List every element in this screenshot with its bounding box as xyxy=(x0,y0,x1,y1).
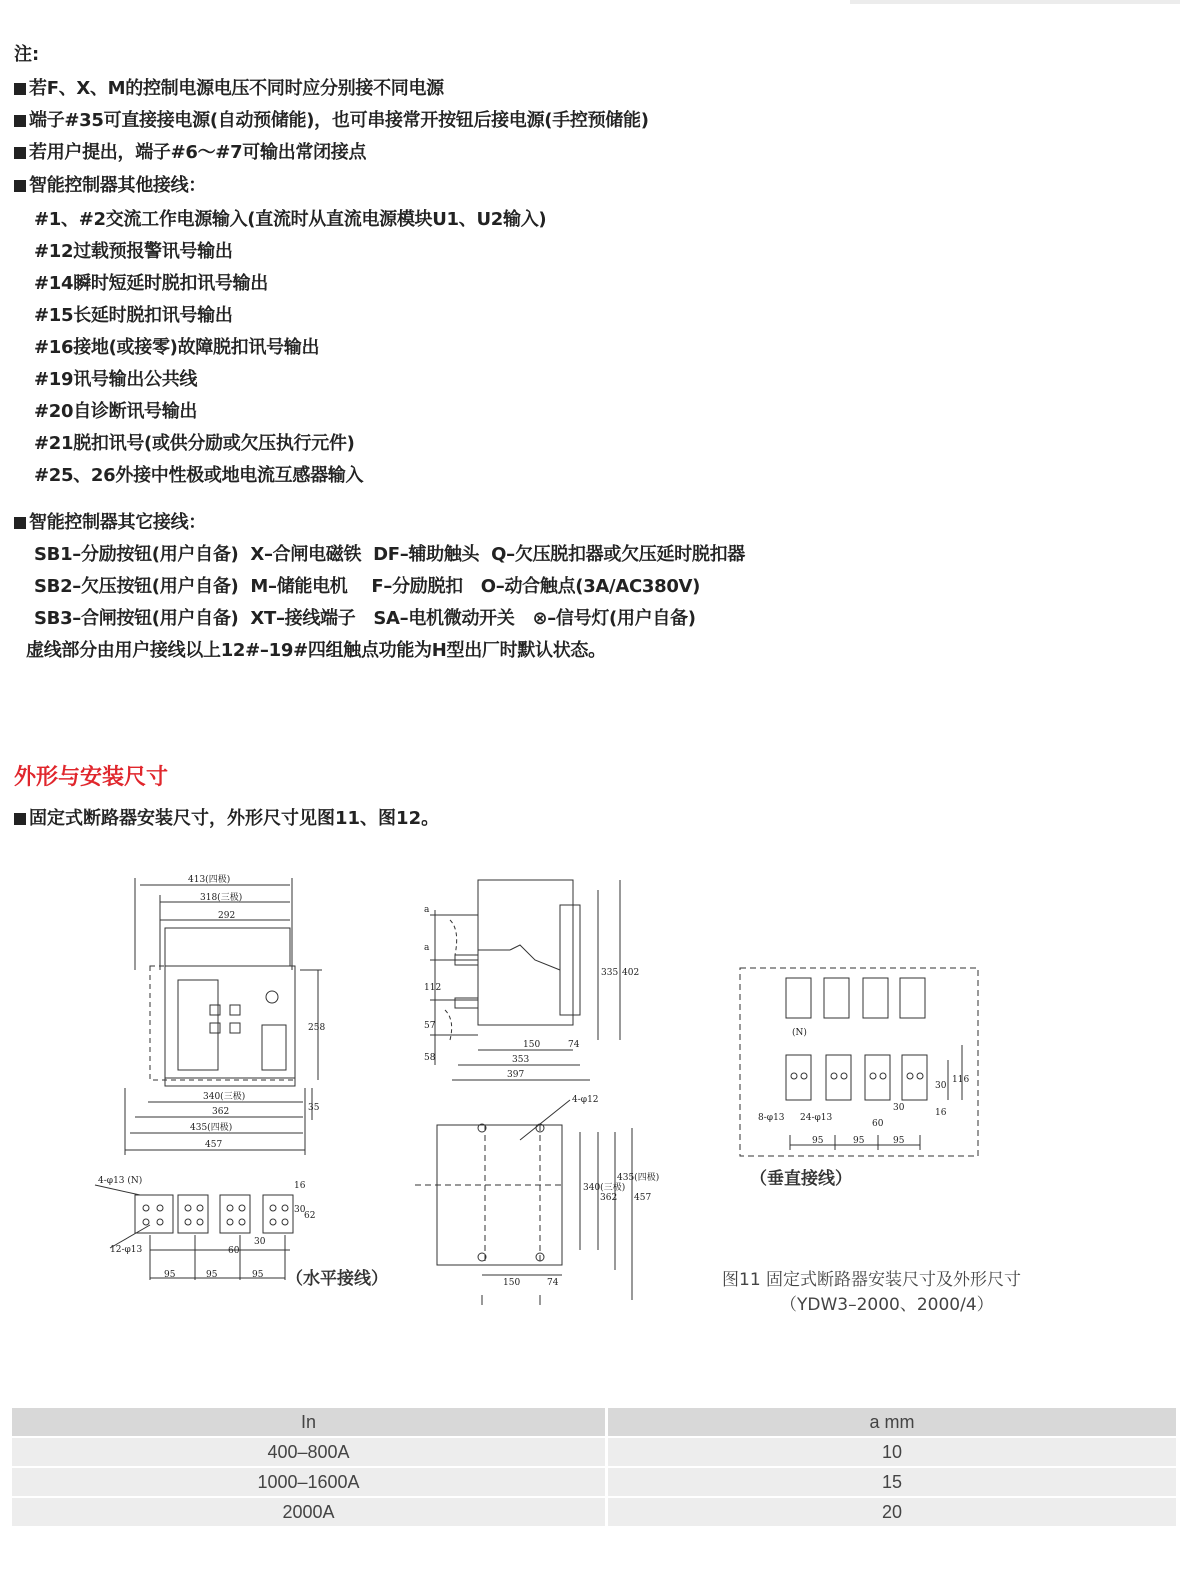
horizontal-busbar-view xyxy=(95,1185,293,1280)
table-row xyxy=(12,1438,1176,1466)
section-subtitle: 固定式断路器安装尺寸，外形尺寸见图11、图12。 xyxy=(14,804,439,830)
legend-footnote: 虚线部分由用户接线以上12#–19#四组触点功能为H型出厂时默认状态。 xyxy=(26,640,606,661)
dim-label: 112 xyxy=(424,983,442,993)
dim-label: 4-φ12 xyxy=(572,1095,599,1105)
vertical-busbar-view xyxy=(740,968,978,1156)
dimension-table xyxy=(12,1406,1176,1528)
dim-label: 95 xyxy=(164,1270,176,1280)
terminal-line: #25、26外接中性极或地电流互感器输入 xyxy=(34,465,364,486)
figure-caption: 图11 固定式断路器安装尺寸及外形尺寸 xyxy=(722,1270,1022,1290)
note-bullet-3: 若用户提出，端子#6～#7可输出常闭接点 xyxy=(14,138,366,164)
table-cell: 10 xyxy=(608,1438,1176,1466)
legend-line: SB3–合闸按钮(用户自备) XT–接线端子 SA–电机微动开关 ⊗–信号灯(用户自备) xyxy=(34,608,696,629)
dim-label: 435(四极) xyxy=(617,1173,660,1183)
side-view xyxy=(430,880,620,1080)
dim-label: 95 xyxy=(252,1270,264,1280)
dim-label: 74 xyxy=(547,1278,559,1288)
dim-label: 30 xyxy=(935,1081,947,1091)
dim-label: 95 xyxy=(893,1136,905,1146)
dim-label: 95 xyxy=(206,1270,218,1280)
dim-label: 457 xyxy=(205,1140,223,1150)
dim-label: 4-φ13 (N) xyxy=(98,1176,143,1186)
dim-label: 30 xyxy=(254,1237,266,1247)
dim-label: a xyxy=(424,905,430,915)
table-cell: 1000–1600A xyxy=(12,1468,608,1496)
legend-line: SB2–欠压按钮(用户自备) M–储能电机 F–分励脱扣 O–动合触点(3A/AC380V) xyxy=(34,576,701,597)
dim-label: 16 xyxy=(294,1181,306,1191)
note-bullet-4: 智能控制器其他接线： xyxy=(14,171,206,197)
dim-label: 318(三极) xyxy=(200,893,243,903)
terminal-line: #1、#2交流工作电源输入(直流时从直流电源模块U1、U2输入) xyxy=(34,209,547,230)
table-cell: 15 xyxy=(608,1468,1176,1496)
dim-label: 397 xyxy=(507,1070,525,1080)
table-header-in: In xyxy=(12,1408,608,1436)
dim-label: 8-φ13 xyxy=(758,1113,785,1123)
horizontal-wiring-label: （水平接线） xyxy=(286,1269,388,1289)
dim-label: 60 xyxy=(228,1246,240,1256)
dim-label: 340(三极) xyxy=(583,1183,626,1193)
dim-label: 95 xyxy=(853,1136,865,1146)
dim-label: 353 xyxy=(512,1055,530,1065)
terminal-line: #15长延时脱扣讯号输出 xyxy=(34,305,233,326)
table-header-row xyxy=(12,1408,1176,1436)
dim-label: 150 xyxy=(503,1278,521,1288)
dim-label: 16 xyxy=(935,1108,947,1118)
note-bullet-1: 若F、X、M的控制电源电压不同时应分别接不同电源 xyxy=(14,74,444,100)
dim-label: 340(三极) xyxy=(203,1092,246,1102)
dim-label: a xyxy=(424,943,430,953)
dim-label: 95 xyxy=(812,1136,824,1146)
dim-label: 12-φ13 xyxy=(110,1245,143,1255)
dim-label: 435(四极) xyxy=(190,1123,233,1133)
other-wiring-title: 智能控制器其它接线： xyxy=(14,508,206,534)
dim-label: 30 xyxy=(893,1103,905,1113)
dim-label: 402 xyxy=(622,968,640,978)
dim-label: 335 xyxy=(601,968,619,978)
dim-label: 35 xyxy=(308,1103,320,1113)
table-row xyxy=(12,1468,1176,1496)
notes-title: 注: xyxy=(14,44,40,65)
dim-label: 292 xyxy=(218,911,236,921)
dim-label: 60 xyxy=(872,1119,884,1129)
figure-caption-model: （YDW3–2000、2000/4） xyxy=(780,1295,994,1315)
table-header-a: a mm xyxy=(608,1408,1176,1436)
terminal-line: #20自诊断讯号输出 xyxy=(34,401,198,422)
dim-label: 30 xyxy=(294,1205,306,1215)
table-cell: 400–800A xyxy=(12,1438,608,1466)
vertical-wiring-label: （垂直接线） xyxy=(750,1169,852,1189)
dimension-drawing xyxy=(0,850,1200,1330)
note-bullet-2: 端子#35可直接接电源(自动预储能)，也可串接常开按钮后接电源(手控预储能) xyxy=(14,106,649,132)
table-row xyxy=(12,1498,1176,1526)
terminal-line: #21脱扣讯号(或供分励或欠压执行元件) xyxy=(34,433,355,454)
dim-label: 58 xyxy=(424,1053,436,1063)
table-cell: 2000A xyxy=(12,1498,608,1526)
table-cell: 20 xyxy=(608,1498,1176,1526)
dim-label: 74 xyxy=(568,1040,580,1050)
dim-label: 24-φ13 xyxy=(800,1113,833,1123)
dim-label: 258 xyxy=(308,1023,326,1033)
terminal-line: #12过载预报警讯号输出 xyxy=(34,241,233,262)
dim-label: 116 xyxy=(952,1075,970,1085)
dim-label: 457 xyxy=(634,1193,652,1203)
legend-line: SB1–分励按钮(用户自备) X–合闸电磁铁 DF–辅助触头 Q–欠压脱扣器或欠压延时脱扣器 xyxy=(34,544,745,565)
dim-label: 362 xyxy=(212,1107,230,1117)
terminal-line: #16接地(或接零)故障脱扣讯号输出 xyxy=(34,337,320,358)
dim-label: 362 xyxy=(600,1193,618,1203)
dim-label: 57 xyxy=(424,1021,436,1031)
dim-label: (N) xyxy=(792,1028,807,1038)
section-title: 外形与安装尺寸 xyxy=(14,765,169,790)
dim-label: 62 xyxy=(304,1211,316,1221)
top-decor-strip xyxy=(850,0,1180,4)
dim-label: 150 xyxy=(523,1040,541,1050)
terminal-line: #14瞬时短延时脱扣讯号输出 xyxy=(34,273,268,294)
terminal-line: #19讯号输出公共线 xyxy=(34,369,198,390)
dim-label: 413(四极) xyxy=(188,875,231,885)
